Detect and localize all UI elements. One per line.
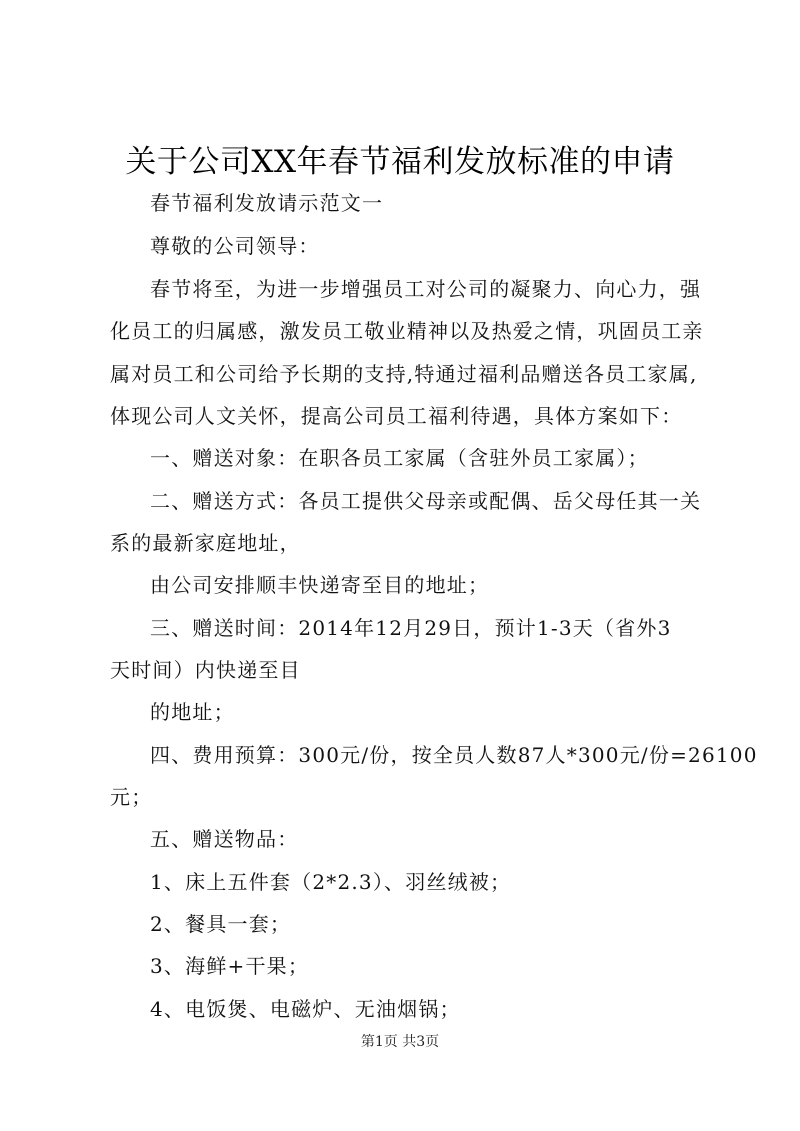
body-line: 化员工的归属感，激发员工敬业精神以及热爱之情，巩固员工亲 <box>110 319 704 343</box>
salutation-line: 尊敬的公司领导： <box>150 234 320 258</box>
body-line: 的地址； <box>150 700 235 724</box>
body-line: 四、费用预算：300元/份，按全员人数87人*300元/份=26100 <box>150 743 758 767</box>
body-line: 系的最新家庭地址， <box>110 531 301 555</box>
page-number-footer: 第1页 共3页 <box>360 1034 440 1050</box>
list-item: 1、床上五件套（2*2.3）、羽丝绒被； <box>150 870 512 894</box>
document-title: 关于公司XX年春节福利发放标准的申请 <box>125 144 675 180</box>
body-line: 属对员工和公司给予长期的支持,特通过福利品赠送各员工家属, <box>110 362 698 386</box>
list-item: 4、电饭煲、电磁炉、无油烟锅； <box>150 997 461 1021</box>
body-line: 二、赠送方式：各员工提供父母亲或配偶、岳父母任其一关 <box>150 489 702 513</box>
body-line: 由公司安排顺丰快递寄至目的地址； <box>150 573 490 597</box>
body-line: 天时间）内快递至目 <box>110 658 301 682</box>
body-line: 体现公司人文关怀，提高公司员工福利待遇，具体方案如下： <box>110 404 683 428</box>
body-line: 三、赠送时间：2014年12月29日，预计1-3天（省外3 <box>150 616 672 640</box>
list-item: 2、餐具一套； <box>150 912 292 936</box>
body-line: 元； <box>110 785 153 809</box>
body-line: 春节将至，为进一步增强员工对公司的凝聚力、向心力，强 <box>150 277 702 301</box>
body-line: 五、赠送物品： <box>150 827 299 851</box>
list-item: 3、海鲜+干果； <box>150 954 310 978</box>
subtitle-line: 春节福利发放请示范文一 <box>150 191 384 215</box>
body-line: 一、赠送对象：在职各员工家属（含驻外员工家属）； <box>150 446 649 470</box>
